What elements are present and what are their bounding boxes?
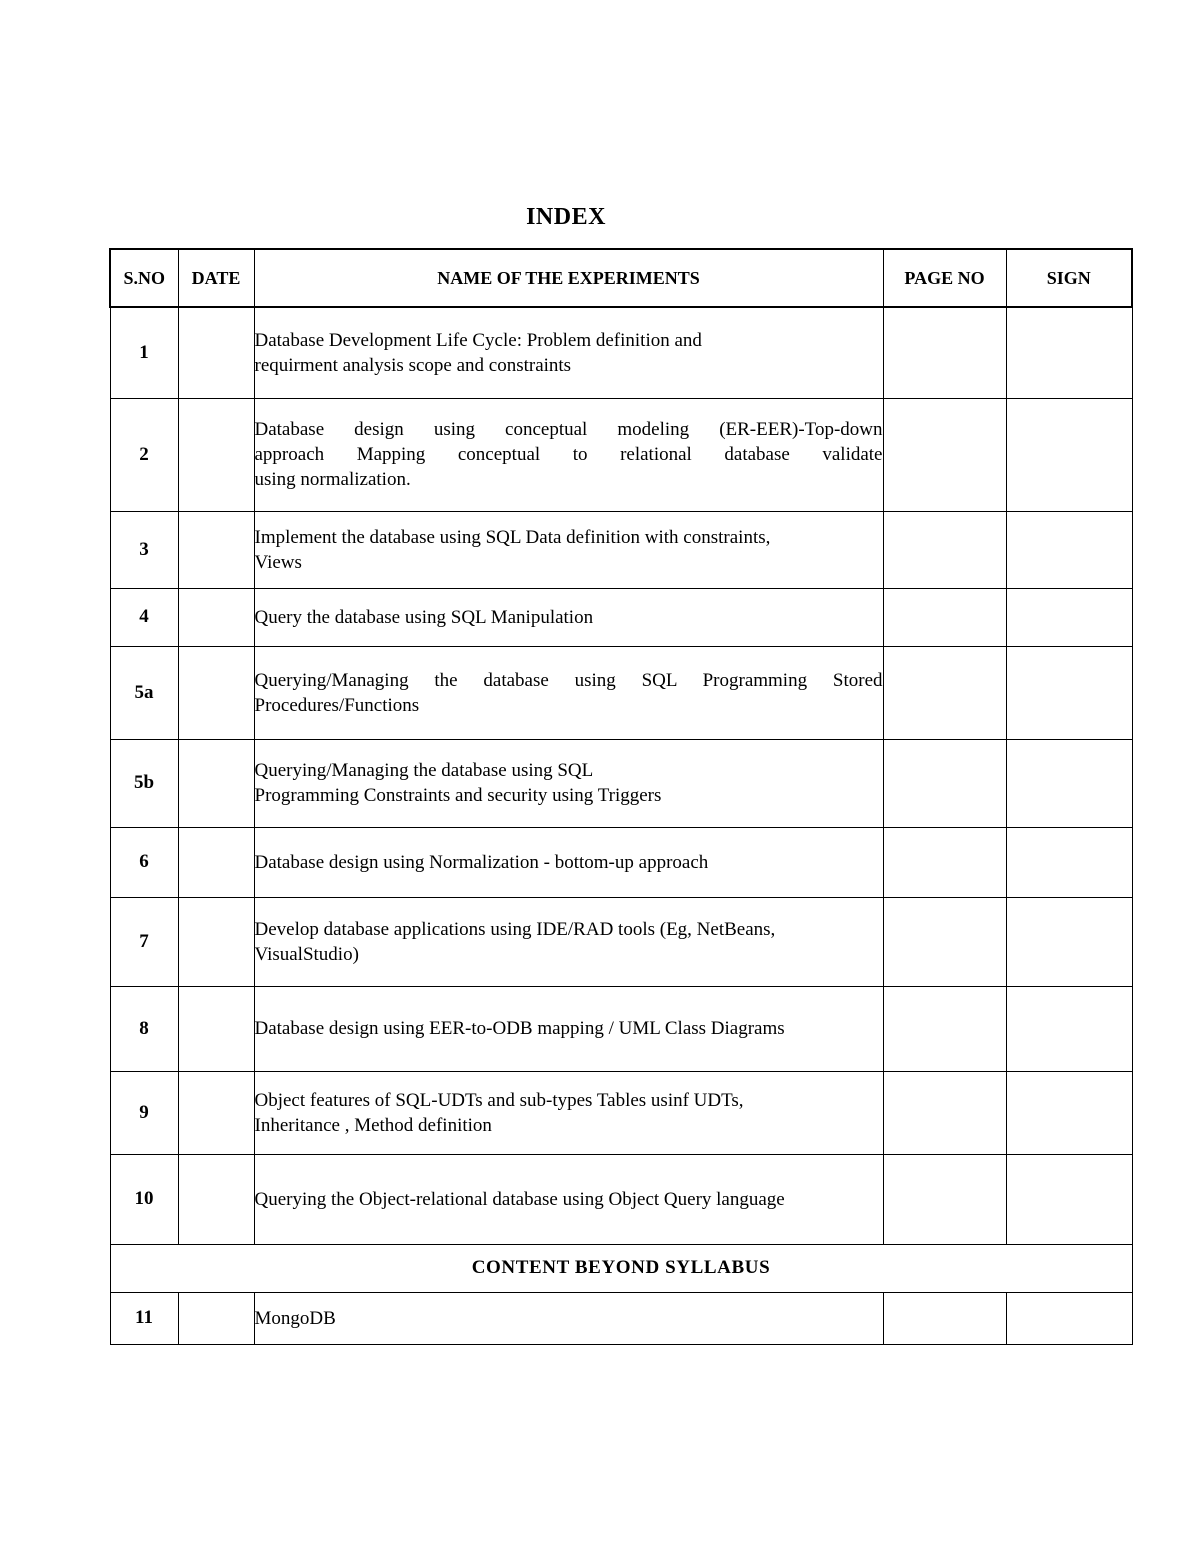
- serial-number: 9: [110, 1071, 178, 1154]
- experiment-name-line: Object features of SQL-UDTs and sub-types Tables usinf UDTs,: [254, 1089, 744, 1111]
- table-row: [110, 511, 1132, 588]
- serial-number: 3: [110, 511, 178, 588]
- page-no-cell: [883, 1071, 1006, 1154]
- experiment-name: [254, 1292, 883, 1344]
- experiment-name-line: using normalization.: [254, 469, 411, 490]
- experiment-name: [254, 398, 883, 511]
- experiment-name-line: Programming Constraints and security using Triggers: [254, 785, 662, 806]
- experiment-name: [254, 588, 883, 646]
- serial-number: 2: [110, 398, 178, 511]
- experiment-name: [254, 307, 883, 398]
- experiment-name-line: Querying the Object-relational database using Object Query language: [254, 1188, 785, 1210]
- experiment-name-line: Procedures/Functions: [254, 694, 420, 716]
- experiment-name: [254, 827, 883, 897]
- table-row: [110, 1071, 1132, 1154]
- header-sno: S.NO: [110, 249, 178, 307]
- sign-cell: [1006, 1154, 1132, 1244]
- sign-cell: [1006, 511, 1132, 588]
- experiment-name-line: MongoDB: [254, 1307, 336, 1329]
- serial-number: 1: [110, 307, 178, 398]
- experiment-name-line: Inheritance , Method definition: [254, 1114, 492, 1136]
- sign-cell: [1006, 588, 1132, 646]
- table-row: [110, 1292, 1132, 1344]
- table-row: [110, 307, 1132, 398]
- sign-cell: [1006, 1071, 1132, 1154]
- sign-cell: [1006, 897, 1132, 986]
- date-cell: [178, 646, 254, 739]
- serial-number: 5a: [110, 646, 178, 739]
- experiment-name-line: Implement the database using SQL Data definition with constraints,: [254, 526, 771, 548]
- sign-cell: [1006, 307, 1132, 398]
- page-no-cell: [883, 588, 1006, 646]
- table-row: [110, 398, 1132, 511]
- experiment-name-line: Querying/Managing the database using SQL Programming Stored: [254, 669, 883, 691]
- experiment-name: [254, 739, 883, 827]
- date-cell: [178, 827, 254, 897]
- table-body: [110, 307, 1132, 1344]
- section-title: CONTENT BEYOND SYLLABUS: [110, 1244, 1132, 1292]
- date-cell: [178, 511, 254, 588]
- experiment-name-line: Database design using conceptual modeling (ER-EER)-Top-down: [254, 419, 883, 440]
- index-table: [109, 248, 1133, 1345]
- sign-cell: [1006, 827, 1132, 897]
- experiment-name-line: Database design using EER-to-ODB mapping / UML Class Diagrams: [254, 1018, 785, 1039]
- serial-number: 4: [110, 588, 178, 646]
- experiment-name: [254, 1154, 883, 1244]
- experiment-name-line: Views: [254, 551, 302, 573]
- experiment-name-line: Develop database applications using IDE/RAD tools (Eg, NetBeans,: [254, 918, 776, 940]
- date-cell: [178, 1292, 254, 1344]
- table-row: [110, 588, 1132, 646]
- page-no-cell: [883, 827, 1006, 897]
- date-cell: [178, 739, 254, 827]
- page-no-cell: [883, 1154, 1006, 1244]
- table-row: [110, 986, 1132, 1071]
- page-title: INDEX: [526, 204, 606, 230]
- date-cell: [178, 1154, 254, 1244]
- page-no-cell: [883, 511, 1006, 588]
- sign-cell: [1006, 986, 1132, 1071]
- serial-number: 5b: [110, 739, 178, 827]
- table-row: [110, 646, 1132, 739]
- page-no-cell: [883, 646, 1006, 739]
- date-cell: [178, 1071, 254, 1154]
- serial-number: 8: [110, 986, 178, 1071]
- sign-cell: [1006, 646, 1132, 739]
- date-cell: [178, 986, 254, 1071]
- date-cell: [178, 588, 254, 646]
- experiment-name: [254, 511, 883, 588]
- page-no-cell: [883, 1292, 1006, 1344]
- serial-number: 7: [110, 897, 178, 986]
- header-row: [110, 249, 1132, 307]
- experiment-name-line: Database Development Life Cycle: Problem definition and: [254, 329, 702, 351]
- header-name: NAME OF THE EXPERIMENTS: [254, 249, 883, 307]
- page-no-cell: [883, 739, 1006, 827]
- table-row: [110, 897, 1132, 986]
- serial-number: 6: [110, 827, 178, 897]
- experiment-name-line: Query the database using SQL Manipulation: [254, 606, 594, 628]
- page-no-cell: [883, 398, 1006, 511]
- experiment-name-line: approach Mapping conceptual to relational database validate: [254, 444, 883, 465]
- header-sign: SIGN: [1006, 249, 1132, 307]
- experiment-name-line: Database design using Normalization - bottom-up approach: [254, 851, 709, 873]
- experiment-name-line: Querying/Managing the database using SQL: [254, 760, 594, 781]
- date-cell: [178, 398, 254, 511]
- date-cell: [178, 897, 254, 986]
- date-cell: [178, 307, 254, 398]
- sign-cell: [1006, 1292, 1132, 1344]
- serial-number: 11: [110, 1292, 178, 1344]
- page-no-cell: [883, 986, 1006, 1071]
- section-row: [110, 1244, 1132, 1292]
- sign-cell: [1006, 739, 1132, 827]
- header-date: DATE: [178, 249, 254, 307]
- experiment-name: [254, 897, 883, 986]
- sign-cell: [1006, 398, 1132, 511]
- experiment-name: [254, 1071, 883, 1154]
- experiment-name: [254, 646, 883, 739]
- experiment-name: [254, 986, 883, 1071]
- experiment-name-line: VisualStudio): [254, 943, 359, 965]
- page-no-cell: [883, 897, 1006, 986]
- table-row: [110, 739, 1132, 827]
- serial-number: 10: [110, 1154, 178, 1244]
- page-no-cell: [883, 307, 1006, 398]
- experiment-name-line: requirment analysis scope and constraints: [254, 354, 572, 376]
- table-row: [110, 1154, 1132, 1244]
- table-row: [110, 827, 1132, 897]
- header-page-no: PAGE NO: [883, 249, 1006, 307]
